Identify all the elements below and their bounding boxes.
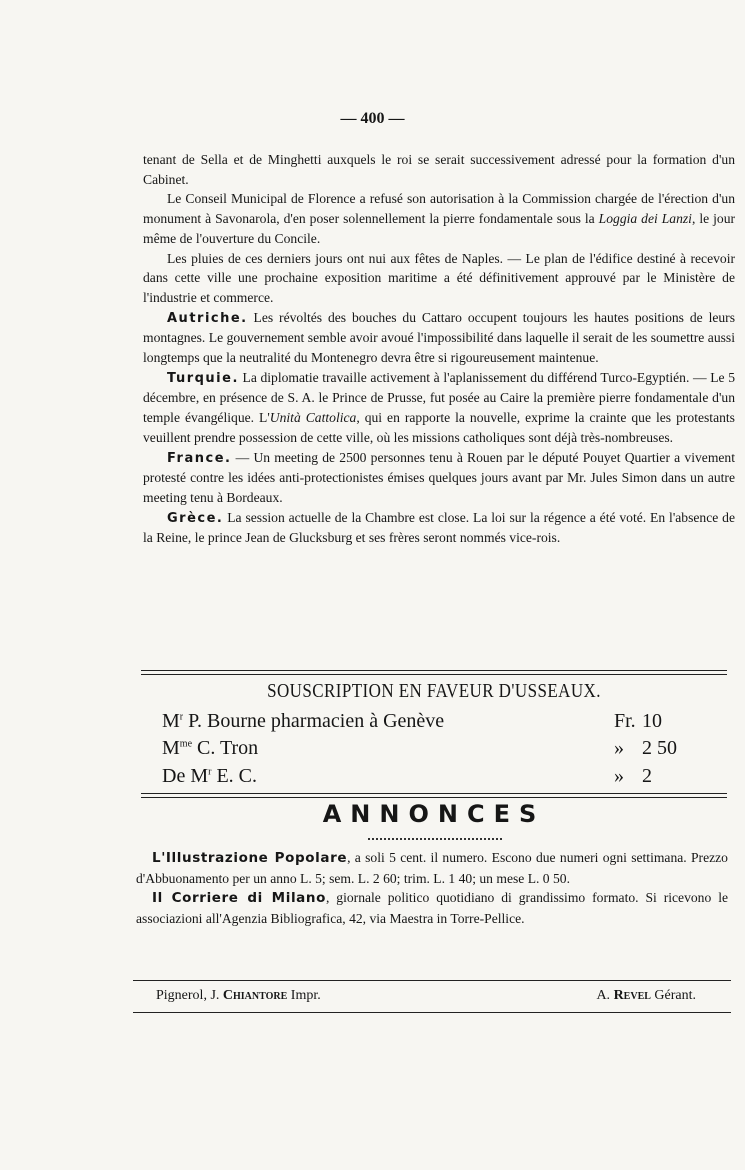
currency-label: » [614,737,624,759]
country-heading: Autriche. [167,310,248,326]
paragraph-cabinet: tenant de Sella et de Minghetti auxquels le roi se serait successivement adressé pour la formation d'un Cabinet. [143,152,735,187]
italic-term: Unità Cattolica [269,410,357,426]
divider [133,1012,731,1013]
amount-value: 10 [642,710,662,732]
country-heading: France. [167,450,232,466]
publication-name: Il Corriere di Milano [152,890,326,907]
subscriber-name: De $M^r$ E. C. [162,765,258,787]
subscriber-name: $M^r$ P. Bourne pharmacien à Genève [162,710,445,732]
paragraph-grece [143,508,735,548]
subscriber-name: $M^{me}$ C. Tron [162,737,259,759]
paragraph-text: — Un meeting de 2500 personnes tenu à Rouen par le député Pouyet Quartier a vivement protesté contre les idées anti-protectionistes émises quelques jours avant par Mr. Jules Simon dans un autre meeting tenu à Bordeaux. [143,449,735,505]
advertisements [136,848,728,929]
printer-credit: Pignerol, J. Chiantore Impr. [156,988,321,1003]
country-heading: Grèce. [167,510,224,526]
paragraph-text: , qui en rapporte la nouvelle, exprime la crainte que les protestants veuillent prendre possession de cette ville, où les missions catholiques sont déjà très-nombreuses. [143,410,735,445]
page-number: — 400 — [340,110,405,127]
currency-label: » [614,765,624,787]
divider [133,980,731,981]
manager-credit: A. Revel Gérant. [596,988,696,1003]
paragraph-naples: Les pluies de ces derniers jours ont nui aux fêtes de Naples. — Le plan de l'édifice destiné à recevoir dans cette ville une prochaine exposition maritime a été définitivement approuvé par le Ministère de l'industrie et commerce. [143,250,735,305]
paragraph-text: Les révoltés des bouches du Cattaro occupent toujours les hautes positions de leurs montagnes. Le gouvernement semble avoir avoué l'impossibilité dans laquelle il serait de les soumettre aussi longtemps que la neutralité du Montenegro devra être si rigoureusement maintenue. [143,309,735,366]
paragraph-turquie [143,368,735,448]
paragraph-text: La session actuelle de la Chambre est close. La loi sur la régence a été voté. En l'absence de la Reine, le prince Jean de Glucksburg et ses frères seront nommés vice-rois. [143,509,735,546]
paragraph-text: La diplomatie travaille activement à l'aplanissement du différend Turco-Egyptién. — Le 5 décembre, en présence de S. A. le Prince de Prusse, fut posée au Caire la première pierre fondamentale d'un temple évangélique. L' [143,369,735,426]
paragraph-autriche [143,308,735,368]
italic-term: Loggia dei Lanzi [598,211,692,227]
amount-value: 2 50 [642,737,677,759]
ad-corriere [136,888,728,928]
publication-name: L'Illustrazione Popolare [152,850,348,866]
annonces-title: ANNONCES [322,800,546,828]
ornament-divider [368,832,502,840]
currency-label: Fr. [614,710,636,732]
subscription-title: SOUSCRIPTION EN FAVEUR D'USSEAUX. [267,680,601,702]
ad-text: , giornale politico quotidiano di grandissimo formato. Si ricevono le associazioni all'Agenzia Bibliografica, 42, via Maestra in Torre-Pellice. [136,890,729,927]
country-heading: Turquie. [167,370,239,386]
divider [141,797,727,798]
news-column [143,150,735,548]
paragraph-text: , le jour même de l'ouverture du Concile. [143,211,736,246]
paragraph-florence [143,189,735,248]
divider [141,793,727,794]
ad-text: , a soli 5 cent. il numero. Escono due numeri ogni settimana. Prezzo d'Abbuonamento per un anno L. 5; sem. L. 2 60; trim. L. 1 40; un mese L. 0 50. [136,850,728,886]
divider [141,670,727,671]
divider [141,674,727,675]
paragraph-text: Le Conseil Municipal de Florence a refusé son autorisation à la Commission chargée de l'érection d'un monument à Savonarola, d'en poser solennellement la pierre fondamentale sous la [143,191,735,227]
ad-illustrazione [136,848,728,888]
amount-value: 2 [642,765,652,787]
paragraph-france [143,448,735,508]
